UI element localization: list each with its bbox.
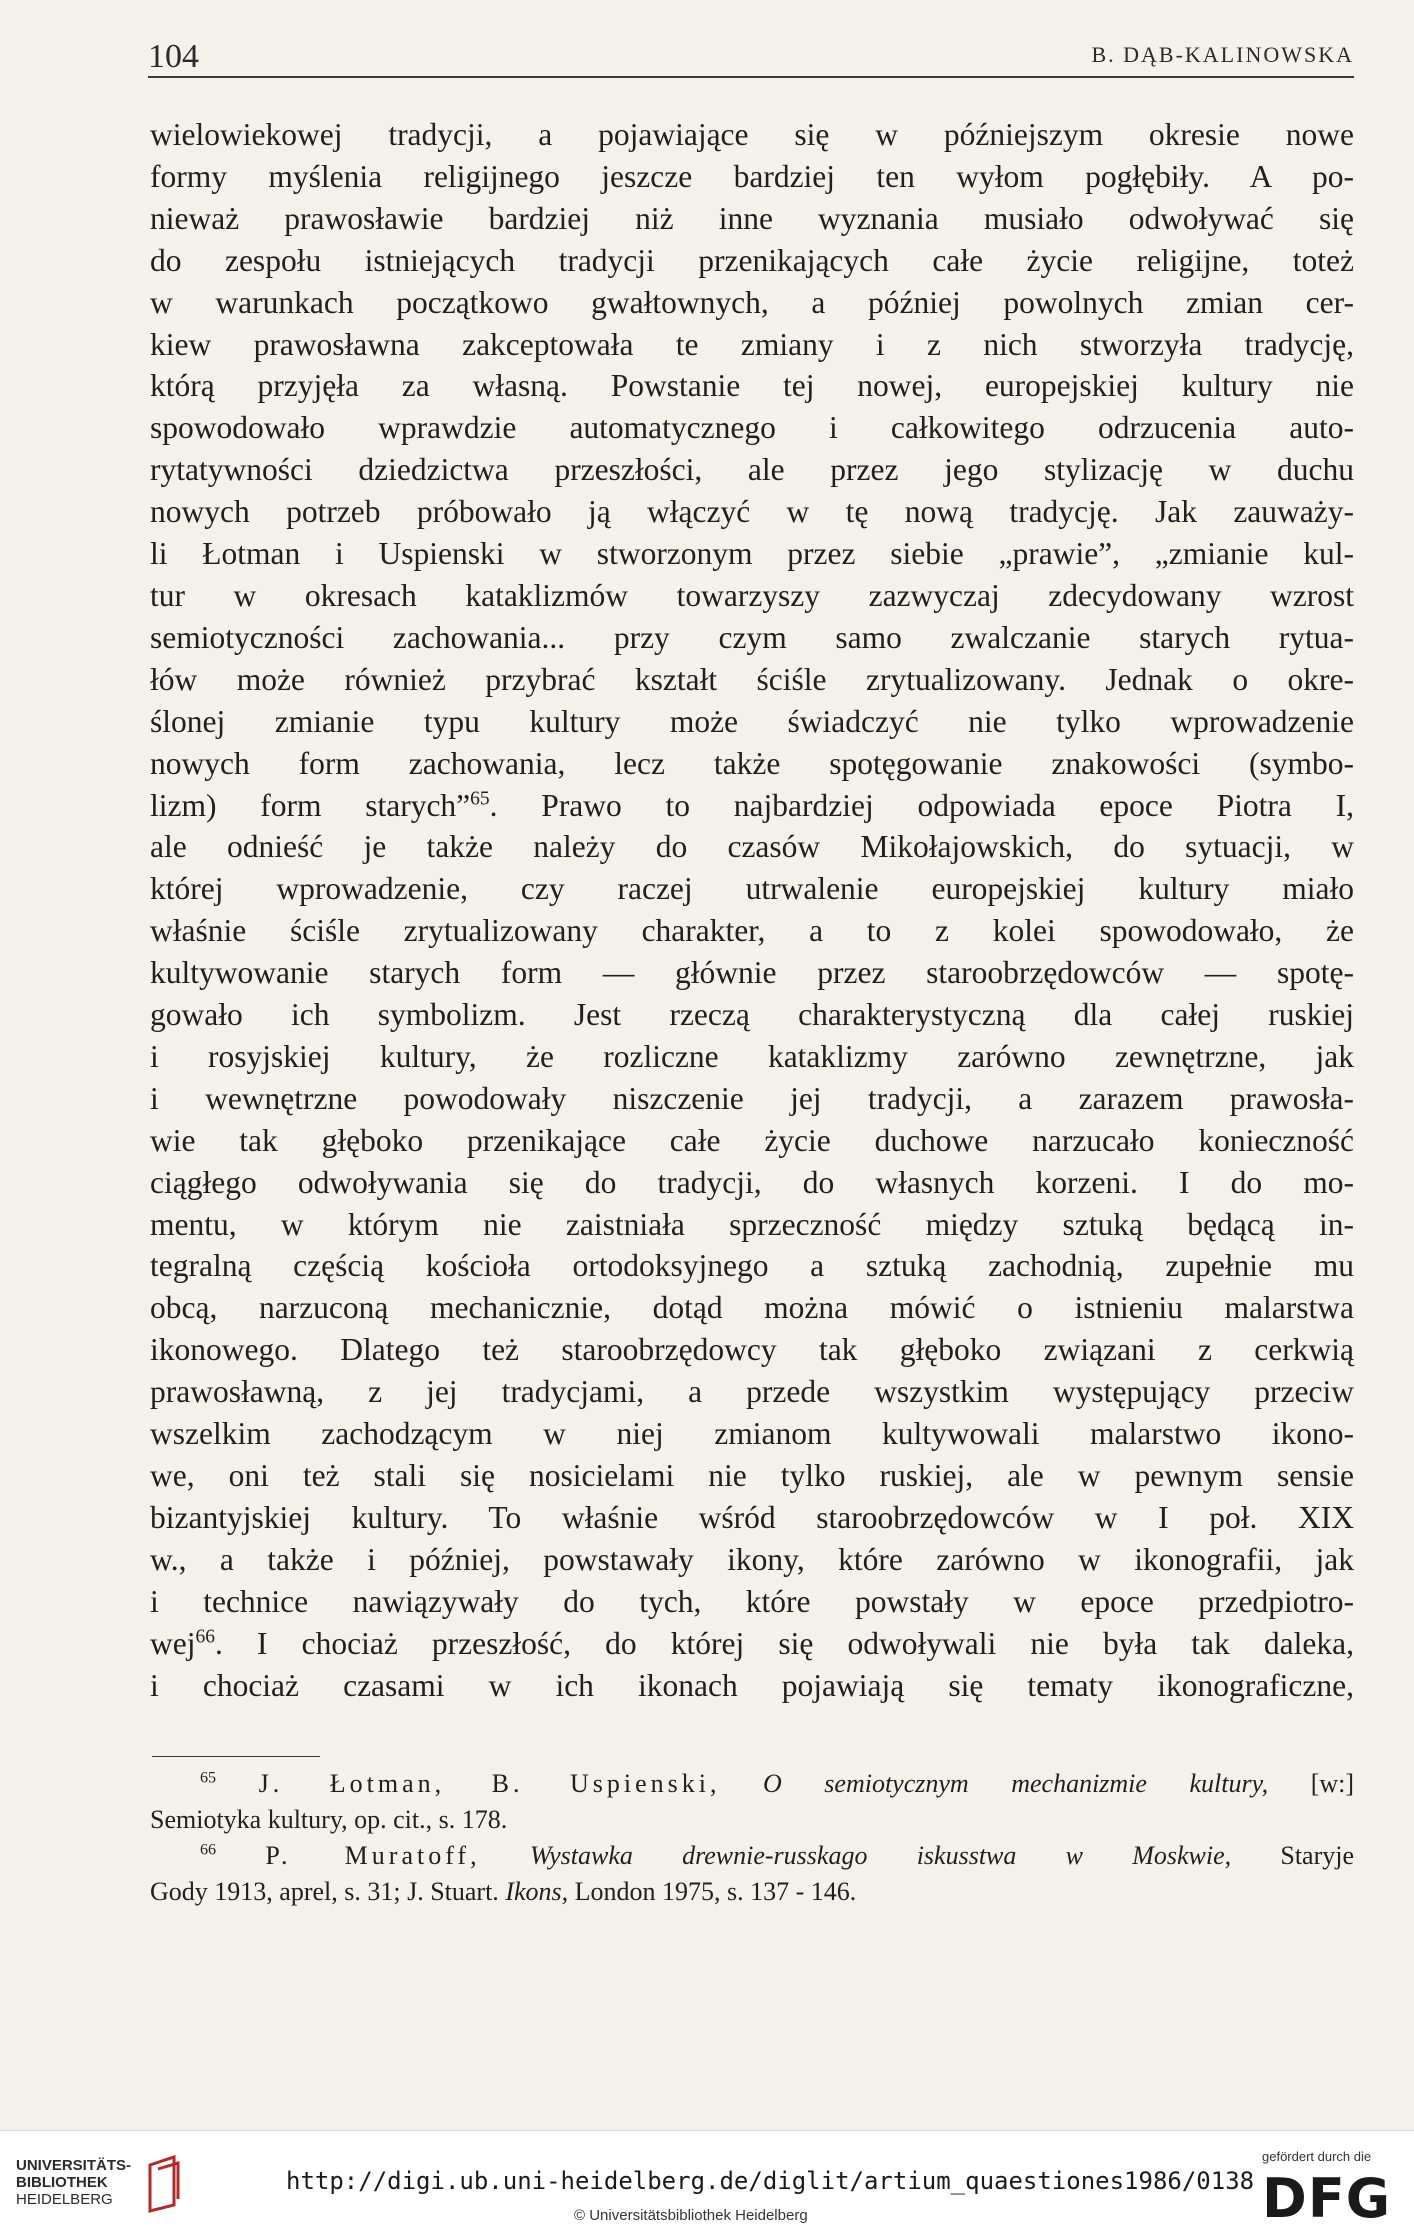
footnote-text: Staryje bbox=[1280, 1841, 1355, 1870]
text-line: tur w okresach kataklizmów towarzyszy zazwyczaj zdecydowany wzrost bbox=[150, 577, 1354, 613]
text-line: w warunkach początkowo gwałtownych, a później powolnych zmian cer- bbox=[150, 284, 1354, 320]
text-line: i rosyjskiej kultury, że rozliczne kataklizmy zarówno zewnętrzne, jak bbox=[150, 1038, 1354, 1074]
footnote-text: London 1975, s. 137 - 146. bbox=[574, 1877, 857, 1906]
text-line: ale odnieść je także należy do czasów Mikołajowskich, do sytuacji, w bbox=[150, 829, 1354, 865]
page-number: 104 bbox=[148, 38, 199, 75]
text-line: prawosławną, z jej tradycjami, a przede wszystkim występujący przeciw bbox=[150, 1374, 1354, 1410]
footnotes bbox=[150, 1766, 1354, 1910]
text-line: do zespołu istniejących tradycji przenikających całe życie religijne, toteż bbox=[150, 242, 1354, 278]
library-name-line: BIBLIOTHEK bbox=[16, 2174, 108, 2191]
text-line: wielowiekowej tradycji, a pojawiające się w późniejszym okresie nowe bbox=[150, 117, 1354, 152]
text-line-tail: . I chociaż przeszłość, do której się odwoływali nie była tak daleka, bbox=[215, 1625, 1354, 1661]
library-name-line: HEIDELBERG bbox=[16, 2191, 113, 2208]
text-line: którą przyjęła za własną. Powstanie tej nowej, europejskiej kultury nie bbox=[150, 368, 1354, 404]
footnote-title: Ikons, bbox=[505, 1877, 569, 1906]
text-line: ciągłego odwoływania się do tradycji, do własnych korzeni. I do mo- bbox=[150, 1164, 1354, 1200]
text-line: obcą, narzuconą mechanicznie, dotąd można mówić o istnieniu malarstwa bbox=[150, 1290, 1354, 1326]
text-line: właśnie ściśle zrytualizowany charakter, a to z kolei spowodowało, że bbox=[150, 913, 1354, 949]
text-line: ikonowego. Dlatego też staroobrzędowcy tak głęboko związani z cerkwią bbox=[150, 1332, 1354, 1368]
footnote-author: J. Łotman, B. Uspienski, bbox=[258, 1769, 721, 1798]
viewer-footer bbox=[0, 2130, 1414, 2240]
library-emblem-icon bbox=[144, 2155, 184, 2213]
footnote-65-cont: Semiotyka kultury, op. cit., s. 178. bbox=[150, 1805, 508, 1834]
dfg-logo[interactable]: DFG bbox=[1262, 2167, 1392, 2230]
text-line: nowych potrzeb próbowało ją włączyć w tę nową tradycję. Jak zauważy- bbox=[150, 494, 1354, 530]
footnote-ref-65[interactable]: 65 bbox=[470, 788, 490, 809]
text-line: rytatywności dziedzictwa przeszłości, ale przez jego stylizację w duchu bbox=[150, 452, 1354, 488]
text-line: gowało ich symbolizm. Jest rzeczą charakterystyczną dla całej ruskiej bbox=[150, 997, 1354, 1033]
running-head: B. DĄB-KALINOWSKA bbox=[1091, 42, 1354, 67]
library-name-line: UNIVERSITÄTS- bbox=[16, 2157, 132, 2174]
text-line: formy myślenia religijnego jeszcze bardziej ten wyłom pogłębiły. A po- bbox=[150, 158, 1354, 194]
footnote-ref-66[interactable]: 66 bbox=[195, 1626, 215, 1648]
footnote-number: 66 bbox=[200, 1841, 217, 1859]
footnote-text: Gody 1913, aprel, s. 31; J. Stuart. bbox=[150, 1877, 499, 1906]
text-line: wszelkim zachodzącym w niej zmianom kultywowali malarstwo ikono- bbox=[150, 1416, 1354, 1452]
text-line: wie tak głęboko przenikające całe życie duchowe narzucało konieczność bbox=[150, 1122, 1354, 1158]
text-line: we, oni też stali się nosicielami nie tylko ruskiej, ale w pewnym sensie bbox=[150, 1458, 1354, 1493]
text-line: kiew prawosławna zakceptowała te zmiany i z nich stworzyła tradycję, bbox=[150, 326, 1354, 362]
permalink-url[interactable]: http://digi.ub.uni-heidelberg.de/diglit/artium_quaestiones1986/0138 bbox=[286, 2167, 1255, 2195]
text-line: spowodowało wprawdzie automatycznego i całkowitego odrzucenia auto- bbox=[150, 410, 1354, 446]
body-text bbox=[150, 114, 1354, 1706]
text-line-with-footnote-ref bbox=[150, 1623, 1354, 1665]
footnote-66 bbox=[150, 1838, 1354, 1874]
text-line-with-footnote-ref bbox=[150, 785, 1354, 827]
text-line: której wprowadzenie, czy raczej utrwalenie europejskiej kultury miało bbox=[150, 871, 1354, 907]
copyright-notice: © Universitätsbibliothek Heidelberg bbox=[574, 2207, 808, 2224]
text-line: i wewnętrzne powodowały niszczenie jej tradycji, a zarazem prawosła- bbox=[150, 1080, 1354, 1116]
text-line: w., a także i później, powstawały ikony, które zarówno w ikonografii, jak bbox=[150, 1541, 1354, 1577]
text-line: semiotyczności zachowania... przy czym samo zwalczanie starych rytua- bbox=[150, 619, 1354, 655]
footnote-65 bbox=[150, 1766, 1354, 1802]
footnote-66-cont bbox=[150, 1874, 1354, 1910]
text-line: mentu, w którym nie zaistniała sprzeczność między sztuką będącą in- bbox=[150, 1206, 1354, 1242]
funding-caption: gefördert durch die bbox=[1262, 2149, 1372, 2164]
footnote-title: O semiotycznym mechanizmie kultury, bbox=[763, 1769, 1269, 1798]
text-line: lizm) form starych” bbox=[150, 787, 471, 823]
header-rule bbox=[148, 76, 1354, 78]
text-line: i chociaż czasami w ich ikonach pojawiają się tematy ikonograficzne, bbox=[150, 1667, 1354, 1703]
text-line: bizantyjskiej kultury. To właśnie wśród staroobrzędowców w I poł. XIX bbox=[150, 1499, 1354, 1535]
text-line: nowych form zachowania, lecz także spotęgowanie znakowości (symbo- bbox=[150, 745, 1354, 781]
text-line: wej bbox=[150, 1625, 196, 1661]
footnote-rule bbox=[152, 1756, 320, 1757]
footnote-author: P. Muratoff, bbox=[265, 1841, 481, 1870]
text-line: nieważ prawosławie bardziej niż inne wyznania musiało odwoływać się bbox=[150, 200, 1354, 236]
footnote-text: [w:] bbox=[1310, 1769, 1355, 1798]
library-logo[interactable] bbox=[16, 2157, 131, 2208]
footnote-title: Wystawka drewnie-russkago iskusstwa w Moskwie, bbox=[529, 1841, 1232, 1870]
text-line: kultywowanie starych form — głównie przez staroobrzędowców — spotę- bbox=[150, 955, 1354, 991]
text-line: li Łotman i Uspienski w stworzonym przez siebie „prawie”, „zmianie kul- bbox=[150, 536, 1354, 572]
text-line: tegralną częścią kościoła ortodoksyjnego a sztuką zachodnią, zupełnie mu bbox=[150, 1248, 1354, 1284]
text-line: i technice nawiązywały do tych, które powstały w epoce przedpiotro- bbox=[150, 1583, 1354, 1619]
footnote-number: 65 bbox=[200, 1769, 217, 1787]
text-line-tail: . Prawo to najbardziej odpowiada epoce Piotra I, bbox=[489, 787, 1354, 823]
text-line: łów może również przybrać kształt ściśle zrytualizowany. Jednak o okre- bbox=[150, 661, 1354, 697]
text-line: ślonej zmianie typu kultury może świadczyć nie tylko wprowadzenie bbox=[150, 703, 1354, 739]
